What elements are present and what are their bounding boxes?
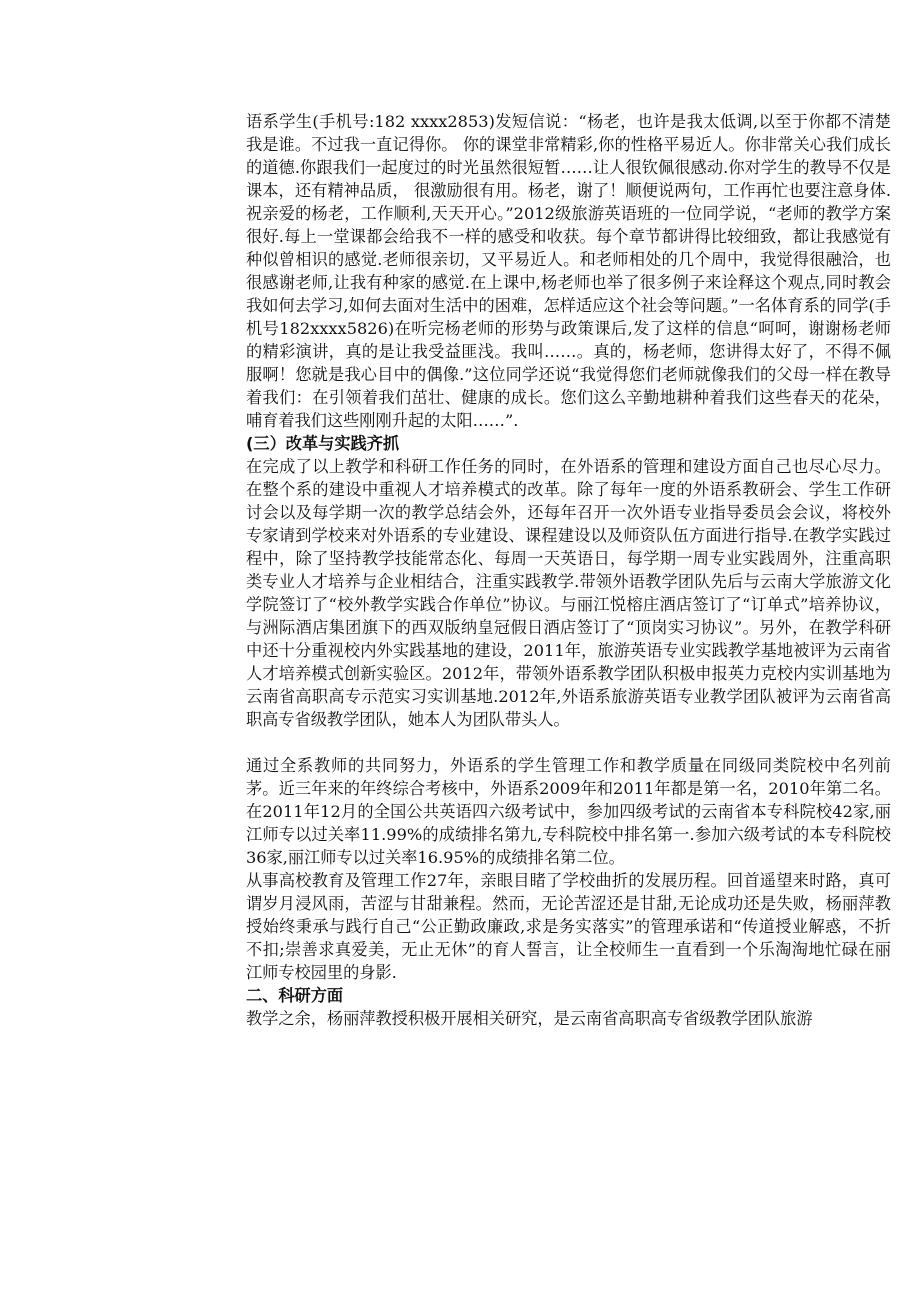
section-heading-reform-practice: (三）改革与实践齐抓	[246, 434, 400, 453]
paragraph-department-management: 在完成了以上教学和科研工作任务的同时，在外语系的管理和建设方面自己也尽心尽力。在整个系的建设中重视人才培养模式的改革。除了每年一度的外语系教研会、学生工作研讨会以及每学期一次的教学总结会外，还每年召开一次外语专业指导委员会会议，将校外专家请到学校来对外语系的专业建设、课程建设以及师资队伍方面进行指导.在教学实践过程中，除了坚持教学技能常态化、每周一天英语日，每学期一周专业实践周外，注重高职类专业人才培养与企业相结合，注重实践教学.带领外语教学团队先后与云南大学旅游文化学院签订了“校外教学实践合作单位”协议。与丽江悦榕庄酒店签订了“订单式”培养协议，与洲际酒店集团旗下的西双版纳皇冠假日酒店签订了“顶岗实习协议”。另外，在教学科研中还十分重视校内外实践基地的建设，2011年，旅游英语专业实践教学基地被评为云南省人才培养模式创新实验区。2012年，带领外语系教学团队积极申报英力克校内实训基地为云南省高职高专示范实习实训基地.2012年,外语系旅游英语专业教学团队被评为云南省高职高专省级教学团队，她本人为团队带头人。	[246, 457, 891, 729]
paragraph-teaching-quality: 通过全系教师的共同努力，外语系的学生管理工作和教学质量在同级同类院校中名列前茅。近三年来的年终综合考核中，外语系2009年和2011年都是第一名，2010年第二名。在2011年12月的全国公共英语四六级考试中，参加四级考试的云南省本专科院校42家,丽江师专以过关率11.99%的成绩排名第九,专科院校中排名第一.参加六级考试的本专科院校36家,丽江师专以过关率16.95%的成绩排名第二位。	[246, 756, 891, 867]
document-body	[246, 110, 891, 1030]
paragraph-student-messages: 语系学生(手机号:182 xxxx2853)发短信说：“杨老，也许是我太低调,以至于你都不清楚我是谁。不过我一直记得你。 你的课堂非常精彩,你的性格平易近人。你非常关心我们成长的道德.你跟我们一起度过的时光虽然很短暂……让人很钦佩很感动.你对学生的教导不仅是课本，还有精神品质， 很激励很有用。杨老，谢了！顺便说两句，工作再忙也要注意身体.祝亲爱的杨老，工作顺利,天天开心。”2012级旅游英语班的一位同学说，“老师的教学方案很好.每上一堂课都会给我不一样的感受和收获。每个章节都讲得比较细致，都让我感觉有种似曾相识的感觉.老师很亲切，又平易近人。和老师相处的几个周中，我觉得很融洽，也很感谢老师,让我有种家的感觉.在上课中,杨老师也举了很多例子来诠释这个观点,同时教会我如何去学习,如何去面对生活中的困难，怎样适应这个社会等问题。”一名体育系的同学(手机号182xxxx5826)在听完杨老师的形势与政策课后,发了这样的信息“呵呵，谢谢杨老师的精彩演讲，真的是让我受益匪浅。我叫……。真的，杨老师，您讲得太好了，不得不佩服啊！您就是我心目中的偶像.”这位同学还说“我觉得您们老师就像我们的父母一样在教导着我们：在引领着我们茁壮、健康的成长。您们这么辛勤地耕种着我们这些春天的花朵，哺育着我们这些刚刚升起的太阳……”.	[246, 112, 891, 430]
paragraph-career-summary: 从事高校教育及管理工作27年，亲眼目睹了学校曲折的发展历程。回首遥望来时路，真可谓岁月浸风雨，苦涩与甘甜兼程。然而，无论苦涩还是甘甜,无论成功还是失败，杨丽萍教授始终秉承与践行自己“公正勤政廉政,求是务实落实”的管理承诺和“传道授业解惑，不折不扣;崇善求真爱美，无止无休”的育人誓言，让全校师生一直看到一个乐淘淘地忙碌在丽江师专校园里的身影.	[246, 871, 891, 982]
section-heading-research: 二、科研方面	[246, 986, 344, 1005]
paragraph-research-intro: 教学之余，杨丽萍教授积极开展相关研究，是云南省高职高专省级教学团队旅游	[246, 1009, 813, 1028]
blank-line	[246, 731, 891, 754]
